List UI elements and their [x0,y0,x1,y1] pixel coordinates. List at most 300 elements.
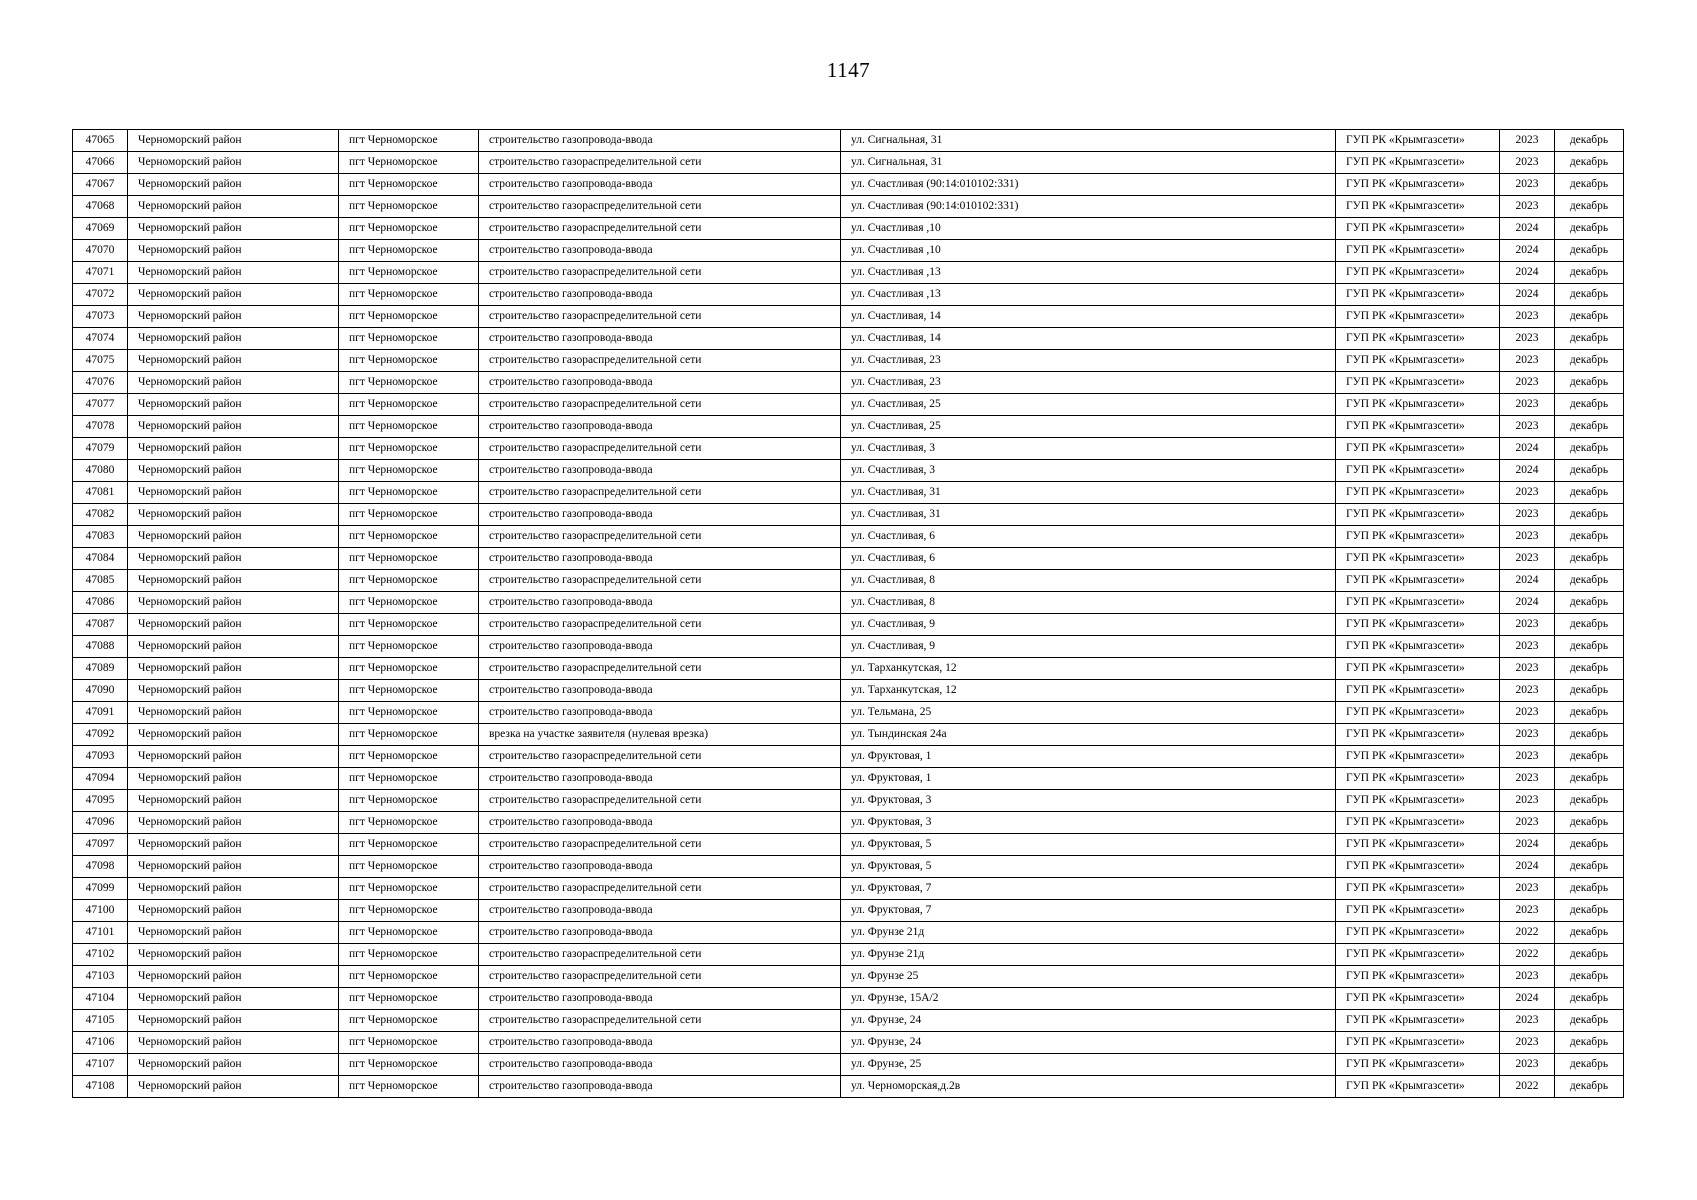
cell-address: ул. Счастливая, 14 [841,328,1336,350]
cell-year: 2024 [1500,834,1555,856]
cell-year: 2023 [1500,328,1555,350]
table-row [73,196,1624,218]
cell-address: ул. Фрунзе 25 [841,966,1336,988]
cell-month: декабрь [1555,174,1624,196]
cell-month: декабрь [1555,262,1624,284]
cell-settlement: пгт Черноморское [339,504,479,526]
cell-row-number: 47080 [73,460,128,482]
cell-district: Черноморский район [128,944,339,966]
cell-work-type: строительство газораспределительной сети [479,658,841,680]
cell-address: ул. Счастливая (90:14:010102:331) [841,174,1336,196]
cell-month: декабрь [1555,900,1624,922]
cell-organization: ГУП РК «Крымгазсети» [1336,1032,1500,1054]
cell-year: 2023 [1500,966,1555,988]
cell-district: Черноморский район [128,702,339,724]
cell-district: Черноморский район [128,482,339,504]
cell-month: декабрь [1555,746,1624,768]
cell-year: 2024 [1500,262,1555,284]
cell-year: 2023 [1500,482,1555,504]
cell-work-type: строительство газораспределительной сети [479,614,841,636]
cell-year: 2023 [1500,504,1555,526]
cell-settlement: пгт Черноморское [339,1032,479,1054]
cell-address: ул. Счастливая, 25 [841,394,1336,416]
cell-address: ул. Фруктовая, 5 [841,856,1336,878]
table-row [73,724,1624,746]
cell-address: ул. Фруктовая, 3 [841,790,1336,812]
cell-row-number: 47089 [73,658,128,680]
cell-district: Черноморский район [128,790,339,812]
cell-organization: ГУП РК «Крымгазсети» [1336,240,1500,262]
cell-year: 2023 [1500,130,1555,152]
cell-month: декабрь [1555,636,1624,658]
cell-settlement: пгт Черноморское [339,1054,479,1076]
cell-row-number: 47103 [73,966,128,988]
cell-work-type: строительство газопровода-ввода [479,680,841,702]
cell-district: Черноморский район [128,548,339,570]
table-row [73,240,1624,262]
table-row [73,900,1624,922]
cell-organization: ГУП РК «Крымгазсети» [1336,416,1500,438]
cell-work-type: строительство газопровода-ввода [479,240,841,262]
cell-row-number: 47066 [73,152,128,174]
table-row [73,636,1624,658]
cell-organization: ГУП РК «Крымгазсети» [1336,636,1500,658]
cell-month: декабрь [1555,988,1624,1010]
cell-year: 2023 [1500,306,1555,328]
cell-district: Черноморский район [128,592,339,614]
cell-address: ул. Фрунзе, 24 [841,1032,1336,1054]
table-row [73,350,1624,372]
cell-settlement: пгт Черноморское [339,812,479,834]
cell-work-type: строительство газораспределительной сети [479,218,841,240]
cell-settlement: пгт Черноморское [339,1076,479,1098]
table-row [73,526,1624,548]
cell-month: декабрь [1555,240,1624,262]
cell-year: 2023 [1500,372,1555,394]
cell-month: декабрь [1555,1032,1624,1054]
cell-work-type: строительство газопровода-ввода [479,702,841,724]
cell-address: ул. Фруктовая, 3 [841,812,1336,834]
cell-organization: ГУП РК «Крымгазсети» [1336,394,1500,416]
cell-district: Черноморский район [128,1010,339,1032]
cell-work-type: строительство газораспределительной сети [479,394,841,416]
cell-address: ул. Фруктовая, 7 [841,900,1336,922]
cell-organization: ГУП РК «Крымгазсети» [1336,152,1500,174]
cell-work-type: строительство газораспределительной сети [479,152,841,174]
cell-work-type: строительство газораспределительной сети [479,570,841,592]
cell-organization: ГУП РК «Крымгазсети» [1336,218,1500,240]
cell-work-type: строительство газопровода-ввода [479,460,841,482]
cell-row-number: 47087 [73,614,128,636]
table-row [73,790,1624,812]
cell-row-number: 47082 [73,504,128,526]
cell-work-type: строительство газораспределительной сети [479,306,841,328]
cell-district: Черноморский район [128,174,339,196]
cell-address: ул. Черноморская,д.2в [841,1076,1336,1098]
cell-row-number: 47085 [73,570,128,592]
cell-district: Черноморский район [128,614,339,636]
cell-month: декабрь [1555,438,1624,460]
cell-month: декабрь [1555,966,1624,988]
cell-organization: ГУП РК «Крымгазсети» [1336,174,1500,196]
table-row [73,152,1624,174]
cell-year: 2023 [1500,416,1555,438]
cell-address: ул. Счастливая, 3 [841,438,1336,460]
cell-settlement: пгт Черноморское [339,768,479,790]
table-row [73,1010,1624,1032]
cell-settlement: пгт Черноморское [339,724,479,746]
table-row [73,328,1624,350]
cell-district: Черноморский район [128,768,339,790]
table-row [73,438,1624,460]
cell-year: 2023 [1500,702,1555,724]
cell-district: Черноморский район [128,856,339,878]
cell-row-number: 47084 [73,548,128,570]
table-row [73,746,1624,768]
cell-settlement: пгт Черноморское [339,394,479,416]
cell-organization: ГУП РК «Крымгазсети» [1336,768,1500,790]
cell-month: декабрь [1555,350,1624,372]
cell-month: декабрь [1555,306,1624,328]
cell-year: 2024 [1500,570,1555,592]
table-row [73,1054,1624,1076]
cell-settlement: пгт Черноморское [339,460,479,482]
cell-address: ул. Тындинская 24а [841,724,1336,746]
cell-year: 2023 [1500,394,1555,416]
cell-district: Черноморский район [128,1054,339,1076]
cell-district: Черноморский район [128,724,339,746]
cell-settlement: пгт Черноморское [339,328,479,350]
cell-month: декабрь [1555,834,1624,856]
cell-work-type: строительство газопровода-ввода [479,328,841,350]
cell-settlement: пгт Черноморское [339,1010,479,1032]
table-row [73,878,1624,900]
cell-address: ул. Фруктовая, 1 [841,768,1336,790]
cell-row-number: 47075 [73,350,128,372]
cell-settlement: пгт Черноморское [339,900,479,922]
cell-settlement: пгт Черноморское [339,944,479,966]
cell-organization: ГУП РК «Крымгазсети» [1336,570,1500,592]
cell-year: 2023 [1500,152,1555,174]
table-row [73,262,1624,284]
cell-month: декабрь [1555,1010,1624,1032]
cell-district: Черноморский район [128,460,339,482]
cell-district: Черноморский район [128,1032,339,1054]
cell-work-type: врезка на участке заявителя (нулевая врезка) [479,724,841,746]
cell-district: Черноморский район [128,130,339,152]
cell-month: декабрь [1555,658,1624,680]
cell-year: 2023 [1500,680,1555,702]
cell-settlement: пгт Черноморское [339,174,479,196]
cell-address: ул. Сигнальная, 31 [841,152,1336,174]
cell-work-type: строительство газораспределительной сети [479,262,841,284]
cell-year: 2023 [1500,174,1555,196]
cell-settlement: пгт Черноморское [339,372,479,394]
cell-work-type: строительство газопровода-ввода [479,1032,841,1054]
cell-month: декабрь [1555,526,1624,548]
cell-row-number: 47086 [73,592,128,614]
cell-work-type: строительство газораспределительной сети [479,526,841,548]
cell-district: Черноморский район [128,328,339,350]
cell-organization: ГУП РК «Крымгазсети» [1336,350,1500,372]
cell-district: Черноморский район [128,834,339,856]
cell-settlement: пгт Черноморское [339,548,479,570]
cell-year: 2024 [1500,284,1555,306]
table-row [73,988,1624,1010]
cell-address: ул. Счастливая, 6 [841,548,1336,570]
cell-settlement: пгт Черноморское [339,438,479,460]
table-row [73,394,1624,416]
cell-row-number: 47107 [73,1054,128,1076]
cell-row-number: 47065 [73,130,128,152]
cell-year: 2023 [1500,196,1555,218]
cell-organization: ГУП РК «Крымгазсети» [1336,966,1500,988]
table-row [73,460,1624,482]
cell-address: ул. Счастливая (90:14:010102:331) [841,196,1336,218]
cell-month: декабрь [1555,614,1624,636]
cell-row-number: 47096 [73,812,128,834]
cell-address: ул. Счастливая, 8 [841,570,1336,592]
cell-year: 2024 [1500,218,1555,240]
cell-organization: ГУП РК «Крымгазсети» [1336,680,1500,702]
cell-row-number: 47095 [73,790,128,812]
cell-work-type: строительство газопровода-ввода [479,174,841,196]
cell-work-type: строительство газораспределительной сети [479,878,841,900]
cell-address: ул. Фрунзе, 15А/2 [841,988,1336,1010]
cell-row-number: 47081 [73,482,128,504]
cell-month: декабрь [1555,702,1624,724]
cell-address: ул. Фрунзе, 25 [841,1054,1336,1076]
cell-row-number: 47091 [73,702,128,724]
table-row [73,592,1624,614]
cell-organization: ГУП РК «Крымгазсети» [1336,812,1500,834]
cell-row-number: 47083 [73,526,128,548]
cell-district: Черноморский район [128,196,339,218]
cell-district: Черноморский район [128,812,339,834]
cell-organization: ГУП РК «Крымгазсети» [1336,900,1500,922]
cell-month: декабрь [1555,1076,1624,1098]
cell-month: декабрь [1555,130,1624,152]
cell-address: ул. Счастливая, 31 [841,482,1336,504]
cell-row-number: 47104 [73,988,128,1010]
cell-work-type: строительство газопровода-ввода [479,922,841,944]
cell-organization: ГУП РК «Крымгазсети» [1336,548,1500,570]
cell-settlement: пгт Черноморское [339,680,479,702]
cell-settlement: пгт Черноморское [339,614,479,636]
cell-settlement: пгт Черноморское [339,284,479,306]
cell-settlement: пгт Черноморское [339,152,479,174]
cell-row-number: 47092 [73,724,128,746]
cell-settlement: пгт Черноморское [339,196,479,218]
cell-district: Черноморский район [128,152,339,174]
cell-organization: ГУП РК «Крымгазсети» [1336,526,1500,548]
cell-row-number: 47101 [73,922,128,944]
cell-settlement: пгт Черноморское [339,856,479,878]
cell-year: 2023 [1500,900,1555,922]
cell-month: декабрь [1555,856,1624,878]
cell-district: Черноморский район [128,504,339,526]
table-row [73,218,1624,240]
cell-organization: ГУП РК «Крымгазсети» [1336,702,1500,724]
cell-month: декабрь [1555,152,1624,174]
cell-work-type: строительство газопровода-ввода [479,416,841,438]
cell-settlement: пгт Черноморское [339,306,479,328]
cell-organization: ГУП РК «Крымгазсети» [1336,1076,1500,1098]
cell-district: Черноморский район [128,570,339,592]
table-row [73,768,1624,790]
cell-address: ул. Фруктовая, 7 [841,878,1336,900]
cell-address: ул. Счастливая ,13 [841,262,1336,284]
cell-row-number: 47088 [73,636,128,658]
cell-settlement: пгт Черноморское [339,878,479,900]
cell-row-number: 47097 [73,834,128,856]
cell-organization: ГУП РК «Крымгазсети» [1336,658,1500,680]
table-row [73,966,1624,988]
cell-district: Черноморский район [128,284,339,306]
cell-work-type: строительство газопровода-ввода [479,812,841,834]
cell-month: декабрь [1555,570,1624,592]
cell-work-type: строительство газораспределительной сети [479,196,841,218]
cell-year: 2022 [1500,922,1555,944]
cell-row-number: 47106 [73,1032,128,1054]
cell-organization: ГУП РК «Крымгазсети» [1336,724,1500,746]
cell-work-type: строительство газораспределительной сети [479,834,841,856]
cell-organization: ГУП РК «Крымгазсети» [1336,306,1500,328]
cell-organization: ГУП РК «Крымгазсети» [1336,746,1500,768]
cell-year: 2023 [1500,526,1555,548]
cell-work-type: строительство газопровода-ввода [479,592,841,614]
table-row [73,372,1624,394]
cell-address: ул. Счастливая, 6 [841,526,1336,548]
cell-district: Черноморский район [128,988,339,1010]
cell-organization: ГУП РК «Крымгазсети» [1336,284,1500,306]
cell-row-number: 47099 [73,878,128,900]
cell-organization: ГУП РК «Крымгазсети» [1336,878,1500,900]
cell-year: 2023 [1500,1054,1555,1076]
table-row [73,680,1624,702]
cell-year: 2023 [1500,790,1555,812]
cell-row-number: 47105 [73,1010,128,1032]
cell-year: 2022 [1500,944,1555,966]
table-row [73,702,1624,724]
cell-organization: ГУП РК «Крымгазсети» [1336,614,1500,636]
table-row [73,482,1624,504]
cell-row-number: 47068 [73,196,128,218]
cell-address: ул. Сигнальная, 31 [841,130,1336,152]
table-row [73,922,1624,944]
cell-organization: ГУП РК «Крымгазсети» [1336,438,1500,460]
table-row [73,658,1624,680]
table-row [73,614,1624,636]
cell-month: декабрь [1555,724,1624,746]
cell-month: декабрь [1555,372,1624,394]
cell-year: 2024 [1500,460,1555,482]
cell-work-type: строительство газораспределительной сети [479,438,841,460]
cell-row-number: 47070 [73,240,128,262]
cell-district: Черноморский район [128,966,339,988]
cell-row-number: 47093 [73,746,128,768]
cell-month: декабрь [1555,504,1624,526]
cell-month: декабрь [1555,460,1624,482]
cell-district: Черноморский район [128,218,339,240]
cell-district: Черноморский район [128,438,339,460]
cell-work-type: строительство газораспределительной сети [479,746,841,768]
cell-year: 2024 [1500,988,1555,1010]
cell-district: Черноморский район [128,394,339,416]
cell-district: Черноморский район [128,878,339,900]
cell-work-type: строительство газопровода-ввода [479,856,841,878]
table-row [73,174,1624,196]
cell-row-number: 47071 [73,262,128,284]
cell-row-number: 47069 [73,218,128,240]
cell-year: 2024 [1500,240,1555,262]
cell-work-type: строительство газораспределительной сети [479,944,841,966]
cell-settlement: пгт Черноморское [339,526,479,548]
table-row [73,570,1624,592]
cell-work-type: строительство газопровода-ввода [479,504,841,526]
cell-address: ул. Счастливая, 9 [841,636,1336,658]
table-row [73,1032,1624,1054]
cell-row-number: 47072 [73,284,128,306]
cell-district: Черноморский район [128,680,339,702]
cell-settlement: пгт Черноморское [339,988,479,1010]
cell-address: ул. Фрунзе, 24 [841,1010,1336,1032]
cell-settlement: пгт Черноморское [339,966,479,988]
cell-settlement: пгт Черноморское [339,702,479,724]
cell-district: Черноморский район [128,636,339,658]
cell-district: Черноморский район [128,746,339,768]
cell-year: 2023 [1500,746,1555,768]
cell-organization: ГУП РК «Крымгазсети» [1336,372,1500,394]
cell-organization: ГУП РК «Крымгазсети» [1336,1010,1500,1032]
table-row [73,416,1624,438]
cell-work-type: строительство газораспределительной сети [479,482,841,504]
cell-organization: ГУП РК «Крымгазсети» [1336,856,1500,878]
cell-year: 2023 [1500,812,1555,834]
cell-work-type: строительство газопровода-ввода [479,284,841,306]
cell-organization: ГУП РК «Крымгазсети» [1336,460,1500,482]
cell-settlement: пгт Черноморское [339,570,479,592]
cell-organization: ГУП РК «Крымгазсети» [1336,592,1500,614]
table-row [73,856,1624,878]
cell-year: 2024 [1500,592,1555,614]
table-row [73,944,1624,966]
cell-month: декабрь [1555,922,1624,944]
cell-district: Черноморский район [128,240,339,262]
cell-year: 2023 [1500,878,1555,900]
table-row [73,130,1624,152]
cell-work-type: строительство газопровода-ввода [479,900,841,922]
cell-organization: ГУП РК «Крымгазсети» [1336,196,1500,218]
cell-month: декабрь [1555,416,1624,438]
cell-address: ул. Фрунзе 21д [841,922,1336,944]
cell-address: ул. Счастливая, 8 [841,592,1336,614]
table-row [73,504,1624,526]
cell-address: ул. Тарханкутская, 12 [841,658,1336,680]
cell-address: ул. Тарханкутская, 12 [841,680,1336,702]
cell-month: декабрь [1555,218,1624,240]
cell-organization: ГУП РК «Крымгазсети» [1336,922,1500,944]
table-row [73,1076,1624,1098]
cell-row-number: 47098 [73,856,128,878]
cell-month: декабрь [1555,812,1624,834]
cell-row-number: 47108 [73,1076,128,1098]
cell-district: Черноморский район [128,526,339,548]
cell-address: ул. Счастливая, 3 [841,460,1336,482]
registry-table [72,129,1624,1098]
cell-district: Черноморский район [128,262,339,284]
cell-month: декабрь [1555,790,1624,812]
